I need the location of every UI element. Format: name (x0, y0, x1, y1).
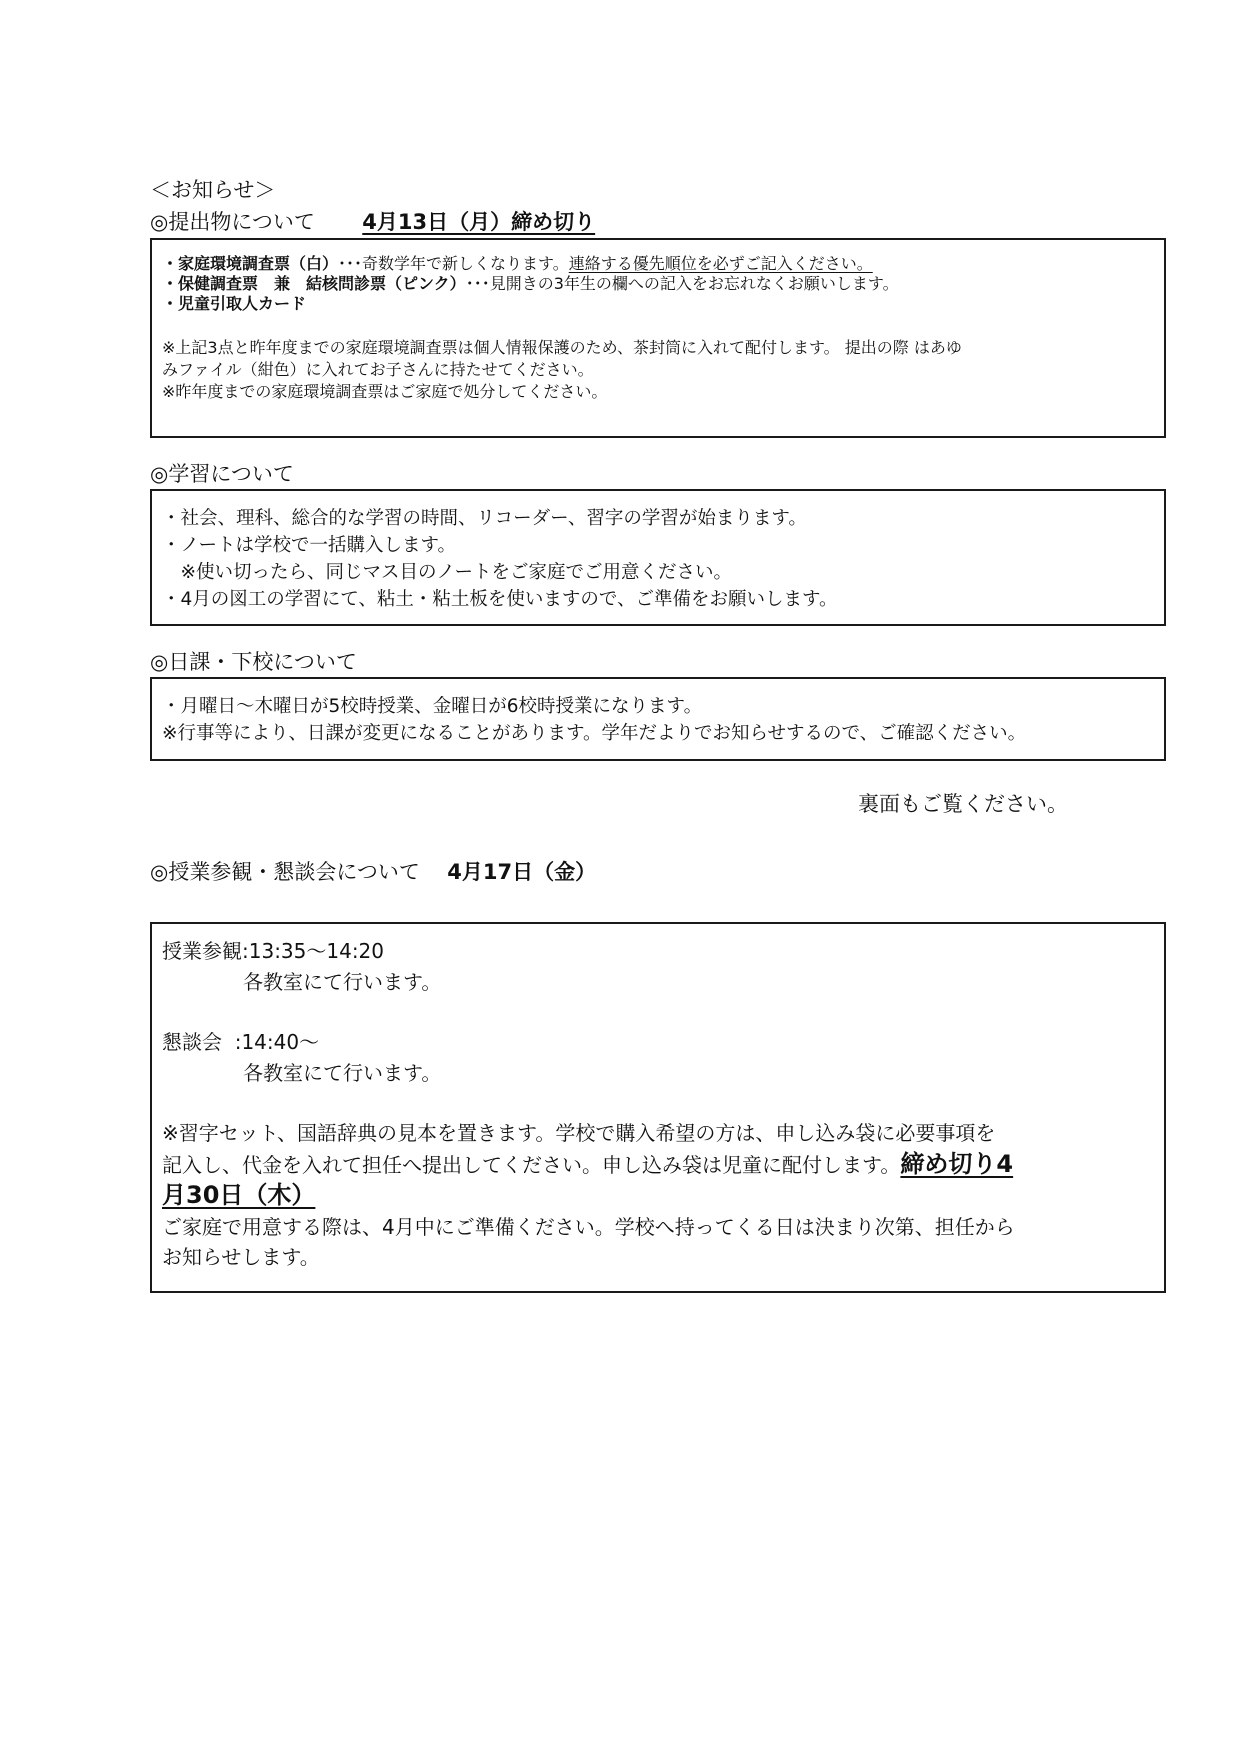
section-observation-title: ◎授業参観・懇談会について (150, 860, 420, 884)
submission-note-3: ※昨年度までの家庭環境調査票はご家庭で処分してください。 (162, 382, 608, 401)
item-description: ･･･見開きの3年生の欄への記入をお忘れなくお願いします。 (465, 274, 899, 293)
purchase-deadline-part1: 締め切り4 (900, 1149, 1014, 1178)
notice-heading: ＜お知らせ＞ (150, 178, 276, 202)
section-schedule-title: ◎日課・下校について (150, 650, 357, 674)
item-emphasis: 連絡する優先順位を必ずご記入ください。 (568, 254, 873, 273)
note-line-5: お知らせします。 (162, 1245, 320, 1269)
observation-time: :13:35～14:20 (242, 939, 385, 963)
submission-item-3 (162, 294, 1164, 314)
section-submissions-heading (150, 208, 595, 236)
purchase-deadline-part2: 月30日（木） (162, 1181, 316, 1209)
see-back-note: 裏面もご覧ください。 (858, 792, 1068, 816)
schedule-box (150, 677, 1166, 761)
meeting-time-line (162, 1027, 1164, 1058)
section-study-title: ◎学習について (150, 462, 294, 486)
item-name: ・児童引取人カード (162, 294, 307, 313)
meeting-place: 各教室にて行います。 (243, 1060, 442, 1085)
note-line-2 (162, 1149, 1164, 1181)
note-line-4: ご家庭で用意する際は、4月中にご準備ください。学校へ持ってくる日は決まり次第、担任から (162, 1214, 1015, 1239)
item-description: ･･･奇数学年で新しくなります。 (338, 254, 569, 273)
observation-time-line (162, 936, 1164, 967)
study-line-2: ・ノートは学校で一括購入します。 (162, 535, 456, 556)
study-line-4: ・4月の図工の学習にて、粘土・粘土板を使いますので、ご準備をお願いします。 (162, 589, 838, 610)
submissions-box (150, 238, 1166, 438)
study-line-1: ・社会、理科、総合的な学習の時間、リコーダー、習字の学習が始まります。 (162, 508, 807, 529)
submission-note-2: みファイル（紺色）に入れてお子さんに持たせてください。 (162, 360, 594, 379)
study-box (150, 489, 1166, 626)
item-name: ・家庭環境調査票（白） (162, 254, 339, 273)
observation-box (150, 922, 1166, 1293)
submission-item-1 (162, 254, 1164, 274)
schedule-line-2: ※行事等により、日課が変更になることがあります。学年だよりでお知らせするので、ご確認ください。 (162, 723, 1027, 744)
section-submissions-title: ◎提出物について (150, 210, 315, 234)
note-line-3 (162, 1180, 1164, 1212)
study-line-3: ※使い切ったら、同じマス目のノートをご家庭でご用意ください。 (162, 562, 732, 583)
note-line-1: ※習字セット、国語辞典の見本を置きます。学校で購入希望の方は、申し込み袋に必要事項を (162, 1121, 996, 1145)
section-observation-heading (150, 858, 596, 886)
observation-label: 授業参観 (162, 939, 242, 963)
note-line-2-text: 記入し、代金を入れて担任へ提出してください。申し込み袋は児童に配付します。 (162, 1152, 901, 1177)
meeting-time: :14:40～ (222, 1030, 320, 1054)
schedule-line-1: ・月曜日～木曜日が5校時授業、金曜日が6校時授業になります。 (162, 696, 703, 717)
observation-place: 各教室にて行います。 (243, 969, 442, 994)
submissions-deadline: 4月13日（月）締め切り (362, 210, 596, 234)
submission-note-1: ※上記3点と昨年度までの家庭環境調査票は個人情報保護のため、茶封筒に入れて配付します。 提出の際 はあゆ (162, 338, 962, 357)
observation-date: 4月17日（金） (447, 860, 597, 884)
submission-item-2 (162, 274, 1164, 294)
item-name: ・保健調査票 兼 結核問診票（ピンク） (162, 274, 466, 293)
meeting-label: 懇談会 (162, 1030, 222, 1054)
